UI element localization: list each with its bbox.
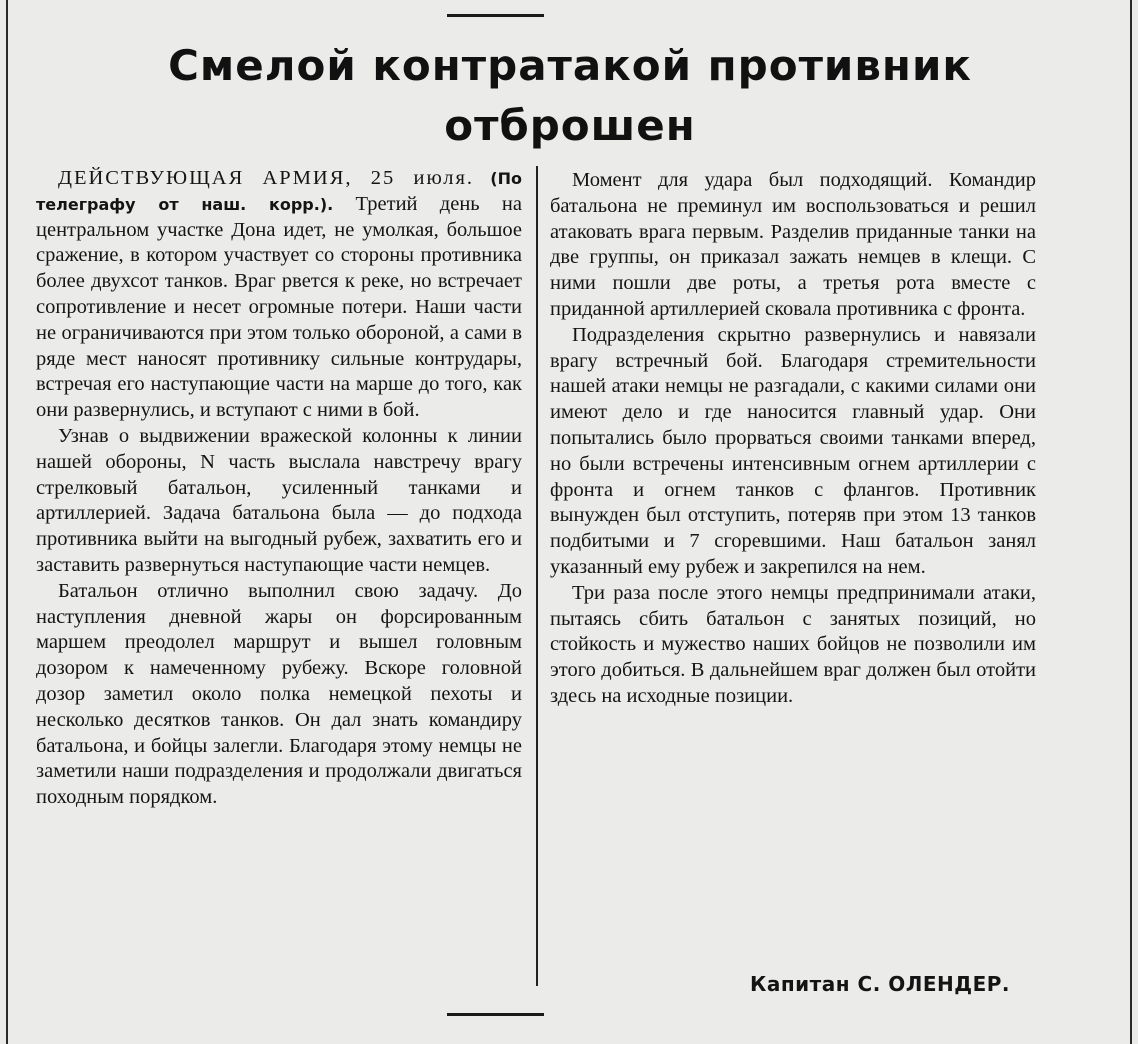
article-paragraph: Момент для удара был подходящий. Командир батальона не преминул им воспользоваться и решил атаковать врага первым. Разделив приданные танки на две группы, он приказал зажать немцев в клещи. С ними пошли две роты, а третья рота вместе с приданной артиллерией сковала противника с фронта. — [550, 169, 1036, 320]
article-paragraph: Узнав о выдвижении вражеской колонны к линии нашей обороны, N часть выслала навстречу врагу стрелковый батальон, усиленный танками и артиллерией. Задача батальона была — до подхода противника выйти на выгодный рубеж, захватить его и заставить развернуться наступающие части немцев. — [36, 424, 522, 576]
correspondent-source: (По телеграфу от наш. корр.). — [36, 169, 522, 214]
article-column-left — [36, 166, 522, 811]
article-paragraph — [36, 166, 522, 424]
left-border-line — [6, 0, 8, 1044]
article-headline: Смелой контратакой противник отброшен — [168, 41, 972, 150]
article-paragraph: Три раза после этого немцы предпринимали атаки, пытаясь сбить батальон с занятых позиций, но стойкость и мужество наших бойцов не позволили им этого добиться. В дальнейшем враг должен был отойти здесь на исходные позиции. — [550, 581, 1036, 707]
dateline: ДЕЙСТВУЮЩАЯ АРМИЯ, 25 июля. — [58, 167, 475, 189]
author-signature: Капитан С. ОЛЕНДЕР. — [749, 972, 1010, 996]
article-paragraph: Батальон отлично выполнил свою задачу. До наступления дневной жары он форсированным маршем преодолел маршрут и вышел головным дозором к намеченному рубежу. Вскоре головной дозор заметил около полка немецкой пехоты и несколько десятков танков. Он дал знать командиру батальона, и бойцы залегли. Благодаря этому немцы не заметили наши подразделения и продолжали двигаться походным порядком. — [36, 579, 522, 809]
article-column-right — [550, 168, 1036, 710]
right-border-line — [1130, 0, 1132, 1044]
column-divider — [536, 166, 538, 986]
top-separator-rule — [447, 14, 544, 17]
article-paragraph: Подразделения скрытно развернулись и навязали врагу встречный бой. Благодаря стремительности нашей атаки немцы не разгадали, с какими силами они имеют дело и где наносится главный удар. Они попытались было прорваться своими танками вперед, но были встречены интенсивным огнем артиллерии с фронта и огнем танков с флангов. Противник вынужден был отступить, потеряв при этом 13 танков подбитыми и 7 сгоревшими. Наш батальон занял указанный ему рубеж и закрепился на нем. — [550, 323, 1036, 578]
paragraph-text: Третий день на центральном участке Дона идет, не умолкая, большое сражение, в котором участвует со стороны противника более двухсот танков. Враг рвется к реке, но встречает сопротивление и несет огромные потери. Наши части не ограничиваются при этом только обороной, а сами в ряде мест наносят противнику сильные контрудары, встречая его наступающие части на марше до того, как они развернулись, и вступают с ними в бой. — [36, 192, 522, 422]
bottom-separator-rule — [447, 1013, 544, 1016]
